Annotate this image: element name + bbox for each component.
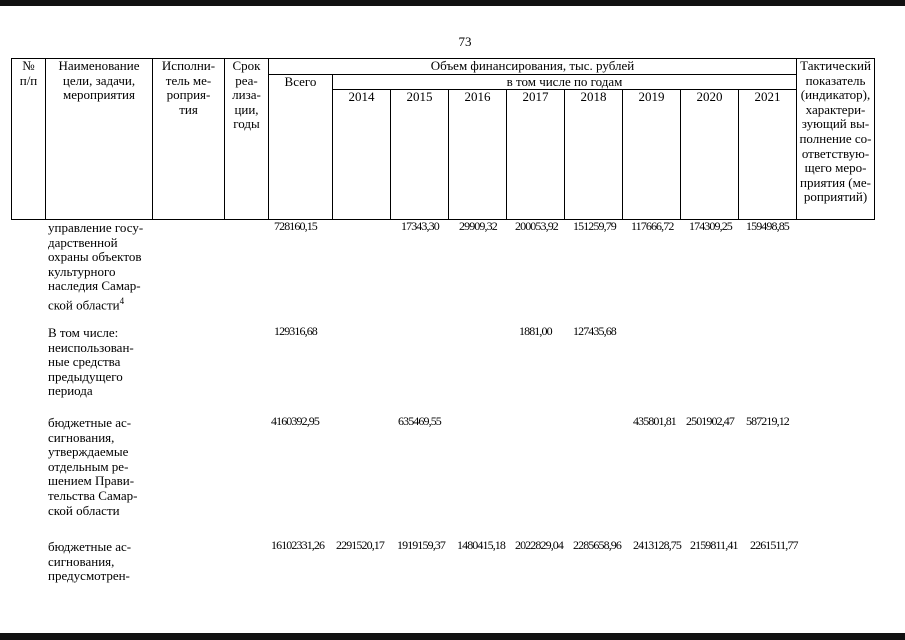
- header-year: 2014: [333, 90, 391, 220]
- row-value: 127435,68: [573, 324, 616, 338]
- row-total: 16102331,26: [271, 538, 325, 552]
- row-value: 159498,85: [746, 219, 789, 233]
- row-total: 728160,15: [274, 219, 317, 233]
- header-year: 2020: [681, 90, 739, 220]
- header-num: № п/п: [12, 59, 46, 220]
- page-number: 73: [458, 34, 472, 49]
- row-label: бюджетные ас- сигнования, предусмотрен-: [48, 539, 132, 584]
- row-value: 1919159,37: [397, 538, 446, 552]
- row-value: 587219,12: [746, 414, 789, 428]
- header-year: 2015: [391, 90, 449, 220]
- row-value: 2291520,17: [336, 538, 385, 552]
- row-value: 151259,79: [573, 219, 616, 233]
- header-year: 2016: [449, 90, 507, 220]
- row-value: 117666,72: [631, 219, 674, 233]
- row-value: 435801,81: [633, 414, 676, 428]
- row-label: [48, 221, 156, 313]
- row-value: 29909,32: [459, 219, 497, 233]
- top-border-bar: [0, 0, 905, 6]
- bottom-border-bar: [0, 633, 905, 640]
- header-year: 2018: [565, 90, 623, 220]
- row-value: 2285658,96: [573, 538, 622, 552]
- row-total: 129316,68: [274, 324, 317, 338]
- row-label: бюджетные ас- сигнования, утверждаемые отдельным ре- шением Прави- тельства Самар- ской области: [48, 415, 138, 518]
- header-name: Наименование цели, задачи, мероприятия: [46, 59, 153, 220]
- header-indicator: Тактический показатель (индикатор), характери- зующий вы- полнение со- ответствую- щего меро- приятия (ме- роприятий): [797, 59, 875, 220]
- row-value: 2261511,77: [750, 538, 798, 552]
- row-label: В том числе: неиспользован- ные средства предыдущего периода: [48, 325, 134, 399]
- row-value: 2501902,47: [686, 414, 735, 428]
- row-value: 1480415,18: [457, 538, 506, 552]
- row-total: 4160392,95: [271, 414, 320, 428]
- row-value: 2022829,04: [515, 538, 564, 552]
- row-value: 200053,92: [515, 219, 558, 233]
- row-value: 2159811,41: [690, 538, 738, 552]
- header-funding: Объем финансирования, тыс. рублей: [269, 59, 797, 75]
- header-term: Срок реа- лиза- ции, годы: [225, 59, 269, 220]
- table-header: [11, 58, 875, 220]
- row-value: 1881,00: [519, 324, 552, 338]
- header-executor: Исполни- тель ме- роприя- тия: [153, 59, 225, 220]
- header-total: Всего: [269, 74, 333, 220]
- header-year: 2017: [507, 90, 565, 220]
- header-by-years: в том числе по годам: [333, 74, 797, 90]
- row-value: 17343,30: [401, 219, 439, 233]
- row-label-text: управление госу- дарственной охраны объектов культурного наследия Самар- ской области: [48, 220, 144, 313]
- header-year: 2021: [739, 90, 797, 220]
- row-value: 174309,25: [689, 219, 732, 233]
- row-value: 2413128,75: [633, 538, 682, 552]
- footnote-mark: 4: [119, 295, 125, 306]
- header-year: 2019: [623, 90, 681, 220]
- row-value: 635469,55: [398, 414, 441, 428]
